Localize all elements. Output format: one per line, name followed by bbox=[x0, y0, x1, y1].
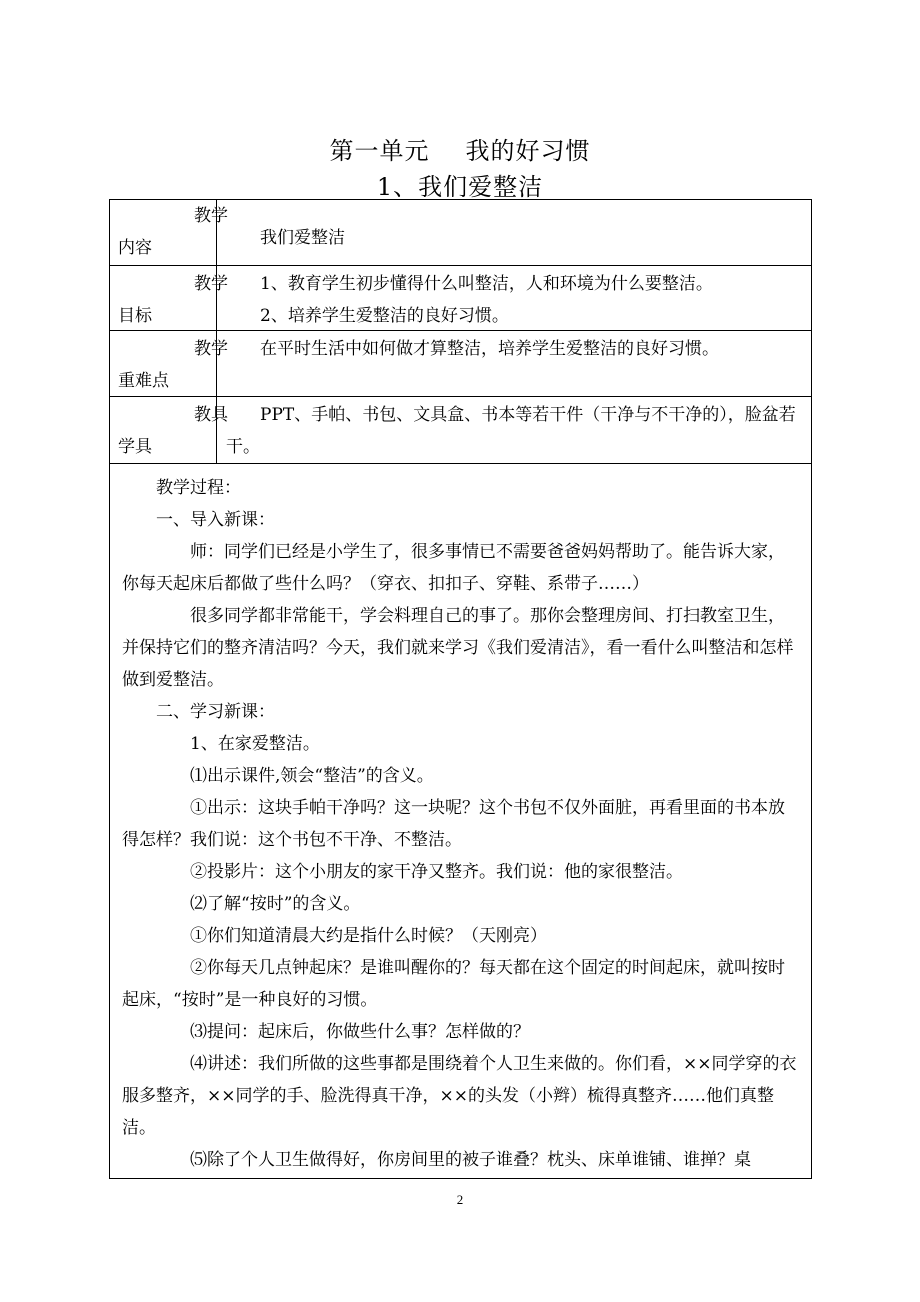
label-goals bbox=[110, 268, 228, 332]
process-paragraph: ⑶提问：起床后，你做些什么事？怎样做的？ bbox=[190, 1022, 530, 1042]
page-number: 2 bbox=[456, 1192, 464, 1207]
label-bottom: 内容 bbox=[118, 238, 152, 258]
process-heading: 教学过程： bbox=[156, 478, 241, 498]
process-paragraph: ①出示：这块手帕干净吗？这一块呢？这个书包不仅外面脏，再看里面的书本放得怎样？我们说：这个书包不干净、不整洁。 bbox=[122, 798, 785, 850]
label-content bbox=[110, 200, 228, 264]
process-paragraph: ②投影片：这个小朋友的家干净又整齐。我们说：他的家很整洁。 bbox=[190, 862, 683, 882]
label-bottom: 学具 bbox=[118, 437, 152, 457]
process-paragraph: ⑸除了个人卫生做得好，你房间里的被子谁叠？枕头、床单谁铺、谁掸？桌 bbox=[190, 1150, 751, 1170]
section-heading: 一、导入新课： bbox=[156, 510, 275, 530]
process-paragraph: 1、在家爱整洁。 bbox=[190, 734, 320, 754]
process-paragraph: ①你们知道清晨大约是指什么时候？（天刚亮） bbox=[190, 926, 547, 946]
goal-line: 2、培养学生爱整洁的良好习惯。 bbox=[260, 306, 509, 326]
section-heading: 二、学习新课： bbox=[156, 702, 275, 722]
process-paragraph: ⑵了解“按时”的含义。 bbox=[190, 894, 361, 914]
teaching-process bbox=[110, 470, 811, 1176]
materials-line: PPT、手帕、书包、文具盒、书本等若干件（干净与不干净的），脸盆若干。 bbox=[226, 405, 796, 457]
lesson-title: 1、我们爱整洁 bbox=[376, 173, 544, 201]
label-materials bbox=[110, 399, 228, 463]
difficulty-line: 在平时生活中如何做才算整洁，培养学生爱整洁的良好习惯。 bbox=[260, 339, 719, 359]
unit-label: 第一单元 bbox=[329, 137, 430, 165]
unit-name: 我的好习惯 bbox=[465, 137, 591, 165]
label-top: 教具 bbox=[194, 405, 228, 425]
content-line: 我们爱整洁 bbox=[260, 228, 345, 248]
goal-line: 1、教育学生初步懂得什么叫整洁，人和环境为什么要整洁。 bbox=[260, 274, 713, 294]
label-top: 教学 bbox=[194, 274, 228, 294]
cell-goals bbox=[216, 268, 811, 332]
label-bottom: 重难点 bbox=[118, 371, 169, 391]
label-difficulty bbox=[110, 333, 228, 397]
lesson-plan-table bbox=[109, 199, 812, 1179]
label-top: 教学 bbox=[194, 339, 228, 359]
label-bottom: 目标 bbox=[118, 306, 152, 326]
row-divider bbox=[110, 463, 811, 464]
process-paragraph: ⑴出示课件,领会“整洁”的含义。 bbox=[190, 766, 434, 786]
process-paragraph: 很多同学都非常能干，学会料理自己的事了。那你会整理房间、打扫教室卫生，并保持它们的整齐清洁吗？今天，我们就来学习《我们爱清洁》，看一看什么叫整洁和怎样做到爱整洁。 bbox=[122, 606, 794, 690]
cell-content bbox=[216, 222, 811, 254]
process-paragraph: 师：同学们已经是小学生了，很多事情已不需要爸爸妈妈帮助了。能告诉大家，你每天起床后都做了些什么吗？（穿衣、扣扣子、穿鞋、系带子……） bbox=[122, 542, 785, 594]
process-paragraph: ②你每天几点钟起床？是谁叫醒你的？每天都在这个固定的时间起床，就叫按时起床，“按时”是一种良好的习惯。 bbox=[122, 958, 785, 1010]
label-top: 教学 bbox=[194, 206, 228, 226]
unit-title bbox=[0, 134, 920, 168]
cell-difficulty bbox=[216, 333, 811, 365]
process-paragraph: ⑷讲述：我们所做的这些事都是围绕着个人卫生来做的。你们看，××同学穿的衣服多整齐，××同学的手、脸洗得真干净，××的头发（小辫）梳得真整齐……他们真整洁。 bbox=[122, 1054, 797, 1138]
cell-materials bbox=[216, 399, 811, 463]
